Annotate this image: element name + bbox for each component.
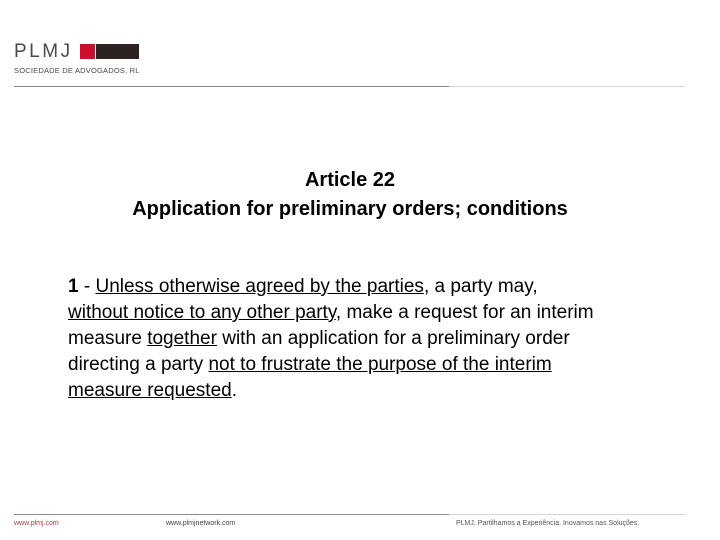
- logo-dark-bar: [96, 44, 139, 59]
- logo-subtitle: SOCIEDADE DE ADVOGADOS, RL: [14, 66, 140, 75]
- article-heading: Application for preliminary orders; conditions: [132, 198, 568, 220]
- footer-link-network[interactable]: www.plmjnetwork.com: [166, 520, 236, 527]
- paragraph-line-2: [68, 300, 698, 326]
- underlined-phrase: without notice to any other party: [68, 302, 336, 323]
- underlined-phrase: together: [147, 328, 217, 349]
- paragraph-line-1: [68, 274, 698, 300]
- underlined-phrase: measure requested: [68, 380, 232, 401]
- underlined-phrase: Unless otherwise agreed by the parties: [95, 276, 424, 297]
- footer-link-plmj[interactable]: www.plmj.com: [14, 520, 59, 527]
- header-divider: [14, 86, 449, 87]
- paragraph-dash: -: [78, 276, 96, 297]
- footer-divider: [14, 514, 449, 515]
- article-number: Article 22: [304, 169, 396, 191]
- text-run: , make a request for an interim: [335, 302, 594, 323]
- header-divider-light: [449, 86, 685, 87]
- text-run: directing a party: [68, 354, 209, 375]
- text-run: with an application for a preliminary order: [216, 328, 570, 349]
- logo-text: PLMJ: [14, 41, 73, 62]
- text-run: .: [231, 380, 237, 401]
- logo-red-square: [80, 44, 95, 59]
- footer-tagline: PLMJ, Partilhamos a Experiência. Inovamos nas Soluções.: [456, 520, 640, 527]
- article-paragraph: [68, 274, 698, 404]
- paragraph-number: 1: [68, 276, 79, 297]
- paragraph-line-4: [68, 352, 698, 378]
- text-run: , a party may,: [423, 276, 538, 297]
- paragraph-line-3: [68, 326, 698, 352]
- underlined-phrase: not to frustrate the purpose of the interim: [208, 354, 552, 375]
- footer-divider-light: [449, 514, 685, 515]
- paragraph-line-5: [68, 378, 698, 404]
- text-run: measure: [68, 328, 148, 349]
